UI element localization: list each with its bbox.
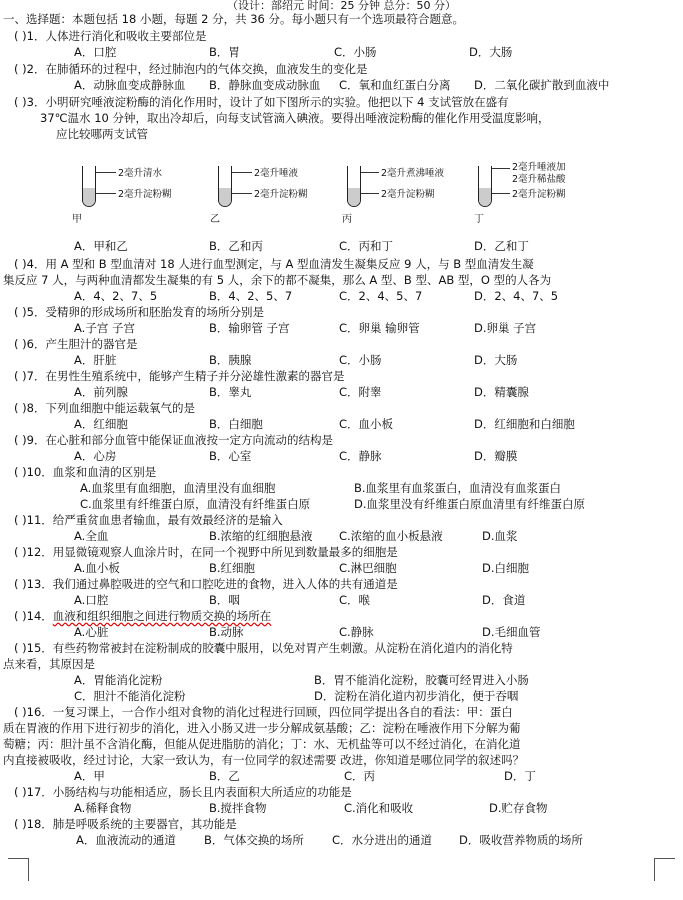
option-b[interactable]: B．胃不能消化淀粉，胶囊可经胃进入小肠 xyxy=(314,673,529,687)
question-stem: 血液和组织细胞之间进行物质交换的场所在 xyxy=(52,609,272,623)
option-d[interactable]: D.血浆 xyxy=(482,529,518,543)
section-title: 一、选择题：本题包括 18 小题，每题 2 分，共 36 分。每小题只有一个选项最符合题意。 xyxy=(3,12,465,26)
question-stem: 一复习课上，一合作小组对食物的消化过程进行回顾，四位同学提出各自的看法：甲：蛋白 xyxy=(52,705,513,719)
option-c[interactable]: C．2、4、5、7 xyxy=(339,289,423,303)
option-d[interactable]: D．丁 xyxy=(504,769,536,783)
answer-blank[interactable]: ( ) xyxy=(14,257,27,271)
question-stem: 在男性生殖系统中，能够产生精子并分泌雄性激素的器官是 xyxy=(45,369,345,383)
option-a[interactable]: A．甲和乙 xyxy=(74,239,128,253)
tube-label: 2毫升淀粉糊 xyxy=(118,189,172,200)
tube-name: 丙 xyxy=(342,214,352,225)
answer-blank[interactable]: ( ) xyxy=(14,785,27,799)
option-a[interactable]: A.口腔 xyxy=(74,593,109,607)
question-stem-cont: 应比较哪两支试管 xyxy=(56,127,148,141)
option-d[interactable]: D．吸收营养物质的场所 xyxy=(459,833,583,847)
option-c[interactable]: C．喉 xyxy=(339,593,371,607)
test-tube-jia xyxy=(82,166,96,207)
question-14-options xyxy=(14,624,669,640)
tube-name: 甲 xyxy=(72,214,82,225)
option-c[interactable]: C.淋巴细胞 xyxy=(339,561,397,575)
option-b[interactable]: B．咽 xyxy=(209,593,240,607)
option-a[interactable]: A．红细胞 xyxy=(74,417,128,431)
question-12: ( )12．用显微镜观察人血涂片时，在同一个视野中所见到数量最多的细胞是 xyxy=(14,545,398,559)
question-16: ( )16．一复习课上，一合作小组对食物的消化过程进行回顾，四位同学提出各自的看法：甲：蛋白 xyxy=(14,705,513,719)
question-10: ( )10．血浆和血清的区别是 xyxy=(14,465,157,479)
tube-label: 2毫升煮沸唾液 xyxy=(381,168,445,179)
question-4: ( )4．用 A 型和 B 型血清对 18 人进行血型测定，与 A 型血清发生凝集反应 9 人，与 B 型血清发生凝 xyxy=(14,257,534,271)
option-a[interactable]: A．4、2、7、5 xyxy=(74,289,158,303)
option-b[interactable]: B.浓缩的红细胞悬液 xyxy=(209,529,313,543)
option-d[interactable]: D．瓣膜 xyxy=(474,449,518,463)
option-b[interactable]: B.红细胞 xyxy=(209,561,256,575)
question-stem: 在肺循环的过程中，经过肺泡内的气体交换，血液发生的变化是 xyxy=(45,62,368,76)
question-stem-cont: 点来看，其原因是 xyxy=(3,657,95,671)
option-d[interactable]: D.血浆里没有纤维蛋白原血清里有纤维蛋白原 xyxy=(354,497,586,511)
test-tube-yi xyxy=(218,166,232,207)
question-6-options xyxy=(14,352,669,368)
question-1-options xyxy=(14,44,669,60)
option-b[interactable]: B．静脉血变成动脉血 xyxy=(209,78,321,92)
tube-name: 丁 xyxy=(474,214,484,225)
option-d[interactable]: D.毛细血管 xyxy=(482,625,541,639)
tube-label: 2毫升唾液 xyxy=(254,168,299,179)
question-7: ( )7．在男性生殖系统中，能够产生精子并分泌雄性激素的器官是 xyxy=(14,369,345,383)
question-3: ( )3．小明研究唾液淀粉酶的消化作用时，设计了如下图所示的实验。他把以下 4 支试管放在盛有 xyxy=(14,95,509,109)
answer-blank[interactable]: ( ) xyxy=(14,817,27,831)
question-11-options xyxy=(14,528,669,544)
question-3-options xyxy=(14,238,669,254)
answer-blank[interactable]: ( ) xyxy=(14,641,27,655)
question-18: ( )18．肺是呼吸系统的主要器官，其功能是 xyxy=(14,817,237,831)
option-c[interactable]: C．丙 xyxy=(344,769,376,783)
question-15: ( )15．有些药物常被封在淀粉制成的胶囊中服用，以免对胃产生刺激。从淀粉在消化道内的消化特 xyxy=(14,641,513,655)
option-d[interactable]: D.卵巢 子宫 xyxy=(474,321,537,335)
question-stem: 用 A 型和 B 型血清对 18 人进行血型测定，与 A 型血清发生凝集反应 9 人，与 B 型血清发生凝 xyxy=(45,257,534,271)
option-b[interactable]: B．胰腺 xyxy=(209,353,252,367)
option-b[interactable]: B．气体交换的场所 xyxy=(204,833,304,847)
question-12-options xyxy=(14,560,669,576)
tube-label: 2毫升清水 xyxy=(118,168,163,179)
option-c[interactable]: C．水分进出的通道 xyxy=(332,833,433,847)
corner-mark xyxy=(654,858,675,881)
answer-blank[interactable]: ( ) xyxy=(14,513,27,527)
option-a[interactable]: A.血浆里有血细胞，血清里没有血细胞 xyxy=(80,481,276,495)
answer-blank[interactable]: ( ) xyxy=(14,401,27,415)
answer-blank[interactable]: ( ) xyxy=(14,369,27,383)
option-a[interactable]: A.心脏 xyxy=(74,625,109,639)
option-a[interactable]: A.稀释食物 xyxy=(74,801,132,815)
option-a[interactable]: A．胃能消化淀粉 xyxy=(74,673,163,687)
question-stem-cont: 内直接被吸收，经过讨论，大家一致认为，有一位同学的叙述需要 改进，你知道是哪位同学的叙述吗？ xyxy=(3,753,525,767)
option-c[interactable]: C．静脉 xyxy=(339,449,382,463)
question-stem: 有些药物常被封在淀粉制成的胶囊中服用，以免对胃产生刺激。从淀粉在消化道内的消化特 xyxy=(52,641,513,655)
question-stem: 用显微镜观察人血涂片时，在同一个视野中所见到数量最多的细胞是 xyxy=(52,545,398,559)
question-11: ( )11．给严重贫血患者输血，最有效最经济的是输入 xyxy=(14,513,283,527)
question-13-options xyxy=(14,592,669,608)
question-1: ( )1．人体进行消化和吸收主要部位是 xyxy=(14,29,207,43)
question-stem: 小明研究唾液淀粉酶的消化作用时，设计了如下图所示的实验。他把以下 4 支试管放在盛有 xyxy=(45,95,509,109)
option-a[interactable]: A．血液流动的通道 xyxy=(76,833,176,847)
answer-blank[interactable]: ( ) xyxy=(14,62,27,76)
question-stem: 血浆和血清的区别是 xyxy=(52,465,157,479)
question-16-options xyxy=(14,768,669,784)
question-5: ( )5．受精卵的形成场所和胚胎发育的场所分别是 xyxy=(14,305,264,319)
question-stem-cont: 质在胃液的作用下进行初步的消化，进入小肠又进一步分解成氨基酸；乙：淀粉在唾液作用下分解为葡 xyxy=(3,721,521,735)
option-a[interactable]: A.血小板 xyxy=(74,561,120,575)
answer-blank[interactable]: ( ) xyxy=(14,577,27,591)
option-a[interactable]: A.全血 xyxy=(74,529,109,543)
tube-label: 2毫升稀盐酸 xyxy=(512,174,566,185)
question-stem: 人体进行消化和吸收主要部位是 xyxy=(45,29,207,43)
option-d[interactable]: D．乙和丁 xyxy=(474,239,529,253)
option-a[interactable]: A．前列腺 xyxy=(74,385,128,399)
test-tube-ding xyxy=(478,166,492,207)
option-a[interactable]: A．甲 xyxy=(74,769,105,783)
question-5-options xyxy=(14,320,669,336)
question-8: ( )8．下列血细胞中能运载氧气的是 xyxy=(14,401,195,415)
option-a[interactable]: A．肝脏 xyxy=(74,353,117,367)
option-d[interactable]: D．二氧化碳扩散到血液中 xyxy=(474,78,610,92)
option-b[interactable]: B．乙和丙 xyxy=(209,239,263,253)
option-c[interactable]: C．氧和血红蛋白分离 xyxy=(339,78,451,92)
option-d[interactable]: D．大肠 xyxy=(469,45,513,59)
answer-blank[interactable]: ( ) xyxy=(14,545,27,559)
question-stem: 下列血细胞中能运载氧气的是 xyxy=(45,401,195,415)
option-c[interactable]: C.浓缩的血小板悬液 xyxy=(339,529,443,543)
tube-name: 乙 xyxy=(210,214,220,225)
answer-blank[interactable]: ( ) xyxy=(14,433,27,447)
option-b[interactable]: B．心室 xyxy=(209,449,252,463)
option-b[interactable]: B．4、2、5、7 xyxy=(209,289,293,303)
answer-blank[interactable]: ( ) xyxy=(14,95,27,109)
option-b[interactable]: B.血浆里有血浆蛋白，血清没有血浆蛋白 xyxy=(354,481,562,495)
answer-blank[interactable]: ( ) xyxy=(14,609,27,623)
question-17-options xyxy=(14,800,669,816)
question-7-options xyxy=(14,384,669,400)
option-c[interactable]: C．血小板 xyxy=(339,417,394,431)
question-2: ( )2．在肺循环的过程中，经过肺泡内的气体交换，血液发生的变化是 xyxy=(14,62,368,76)
option-d[interactable]: D．淀粉在消化道内初步消化，便于吞咽 xyxy=(314,689,519,703)
question-13: ( )13．我们通过鼻腔吸进的空气和口腔吃进的食物，进入人体的共有通道是 xyxy=(14,577,398,591)
question-9: ( )9．在心脏和部分血管中能保证血液按一定方向流动的结构是 xyxy=(14,433,333,447)
question-8-options xyxy=(14,416,669,432)
option-b[interactable]: B.动脉 xyxy=(209,625,244,639)
question-stem-cont: 萄糖；丙：胆汁虽不含消化酶，但能从促进脂肪的消化；丁：水、无机盐等可以不经过消化，在消化道 xyxy=(3,737,521,751)
option-d[interactable]: D．2、4、7、5 xyxy=(474,289,559,303)
option-c[interactable]: C.消化和吸收 xyxy=(344,801,414,815)
option-a[interactable]: A．动脉血变成静脉血 xyxy=(74,78,186,92)
option-b[interactable]: B.搅拌食物 xyxy=(209,801,267,815)
answer-blank[interactable]: ( ) xyxy=(14,337,27,351)
question-stem: 我们通过鼻腔吸进的空气和口腔吃进的食物，进入人体的共有通道是 xyxy=(52,577,398,591)
corner-mark xyxy=(8,858,29,881)
option-d[interactable]: D．食道 xyxy=(482,593,526,607)
option-b[interactable]: B．乙 xyxy=(209,769,240,783)
option-c[interactable]: C．丙和丁 xyxy=(339,239,394,253)
option-d[interactable]: D．红细胞和白细胞 xyxy=(474,417,575,431)
tube-label: 2毫升淀粉糊 xyxy=(381,189,435,200)
option-c[interactable]: C．小肠 xyxy=(334,45,377,59)
question-stem: 产生胆汁的器官是 xyxy=(45,337,138,351)
question-stem-cont: 37℃温水 10 分钟，取出冷却后，向每支试管滴入碘液。要得出唾液淀粉酶的催化作用受温度影响， xyxy=(40,111,550,125)
question-stem: 小肠结构与功能相适应，肠长且内表面积大所适应的功能是 xyxy=(52,785,352,799)
answer-blank[interactable]: ( ) xyxy=(14,29,27,43)
option-d[interactable]: D．精囊腺 xyxy=(474,385,529,399)
answer-blank[interactable]: ( ) xyxy=(14,465,27,479)
option-c[interactable]: C.血浆里有纤维蛋白原，血清没有纤维蛋白原 xyxy=(80,497,311,511)
test-tube-figure xyxy=(60,158,620,228)
question-15-options-cd xyxy=(14,688,669,704)
question-stem: 肺是呼吸系统的主要器官，其功能是 xyxy=(52,817,237,831)
tube-label: 2毫升淀粉糊 xyxy=(512,189,566,200)
option-c[interactable]: C．小肠 xyxy=(339,353,382,367)
question-17: ( )17．小肠结构与功能相适应，肠长且内表面积大所适应的功能是 xyxy=(14,785,352,799)
test-tube-bing xyxy=(347,166,361,207)
exam-header: （设计：部绍元 时间：25 分钟 总分：50 分） xyxy=(227,0,456,12)
question-stem: 在心脏和部分血管中能保证血液按一定方向流动的结构是 xyxy=(45,433,333,447)
answer-blank[interactable]: ( ) xyxy=(14,705,27,719)
option-b[interactable]: B．胃 xyxy=(209,45,240,59)
option-d[interactable]: D．大肠 xyxy=(474,353,518,367)
option-d[interactable]: D.白细胞 xyxy=(482,561,530,575)
question-stem-cont: 集反应 7 人，与两种血清都发生凝集的有 5 人，余下的都不凝集，那么 A 型、B 型、AB 型，O 型的人各为 xyxy=(3,273,552,287)
tube-label: 2毫升淀粉糊 xyxy=(254,189,308,200)
option-a[interactable]: A．心房 xyxy=(74,449,117,463)
option-c[interactable]: C．胆汁不能消化淀粉 xyxy=(74,689,186,703)
question-14: ( )14．血液和组织细胞之间进行物质交换的场所在 xyxy=(14,609,272,623)
question-9-options xyxy=(14,448,669,464)
question-2-options xyxy=(14,77,669,93)
option-a[interactable]: A．口腔 xyxy=(74,45,117,59)
option-d[interactable]: D.贮存食物 xyxy=(489,801,548,815)
option-b[interactable]: B．输卵管 子宫 xyxy=(209,321,290,335)
option-b[interactable]: B．白细胞 xyxy=(209,417,263,431)
question-15-options-ab xyxy=(14,672,669,688)
question-10-options-ab xyxy=(14,480,669,496)
option-c[interactable]: C.静脉 xyxy=(339,625,374,639)
tube-label: 2毫升唾液加 xyxy=(512,162,566,173)
answer-blank[interactable]: ( ) xyxy=(14,305,27,319)
question-stem: 受精卵的形成场所和胚胎发育的场所分别是 xyxy=(45,305,264,319)
option-a[interactable]: A.子宫 子宫 xyxy=(74,321,135,335)
option-b[interactable]: B．睾丸 xyxy=(209,385,252,399)
option-c[interactable]: C．卵巢 输卵管 xyxy=(339,321,420,335)
question-6: ( )6．产生胆汁的器官是 xyxy=(14,337,138,351)
question-18-options xyxy=(14,832,669,848)
question-4-options xyxy=(14,288,669,304)
option-c[interactable]: C．附睾 xyxy=(339,385,382,399)
question-10-options-cd xyxy=(14,496,669,512)
question-stem: 给严重贫血患者输血，最有效最经济的是输入 xyxy=(52,513,283,527)
